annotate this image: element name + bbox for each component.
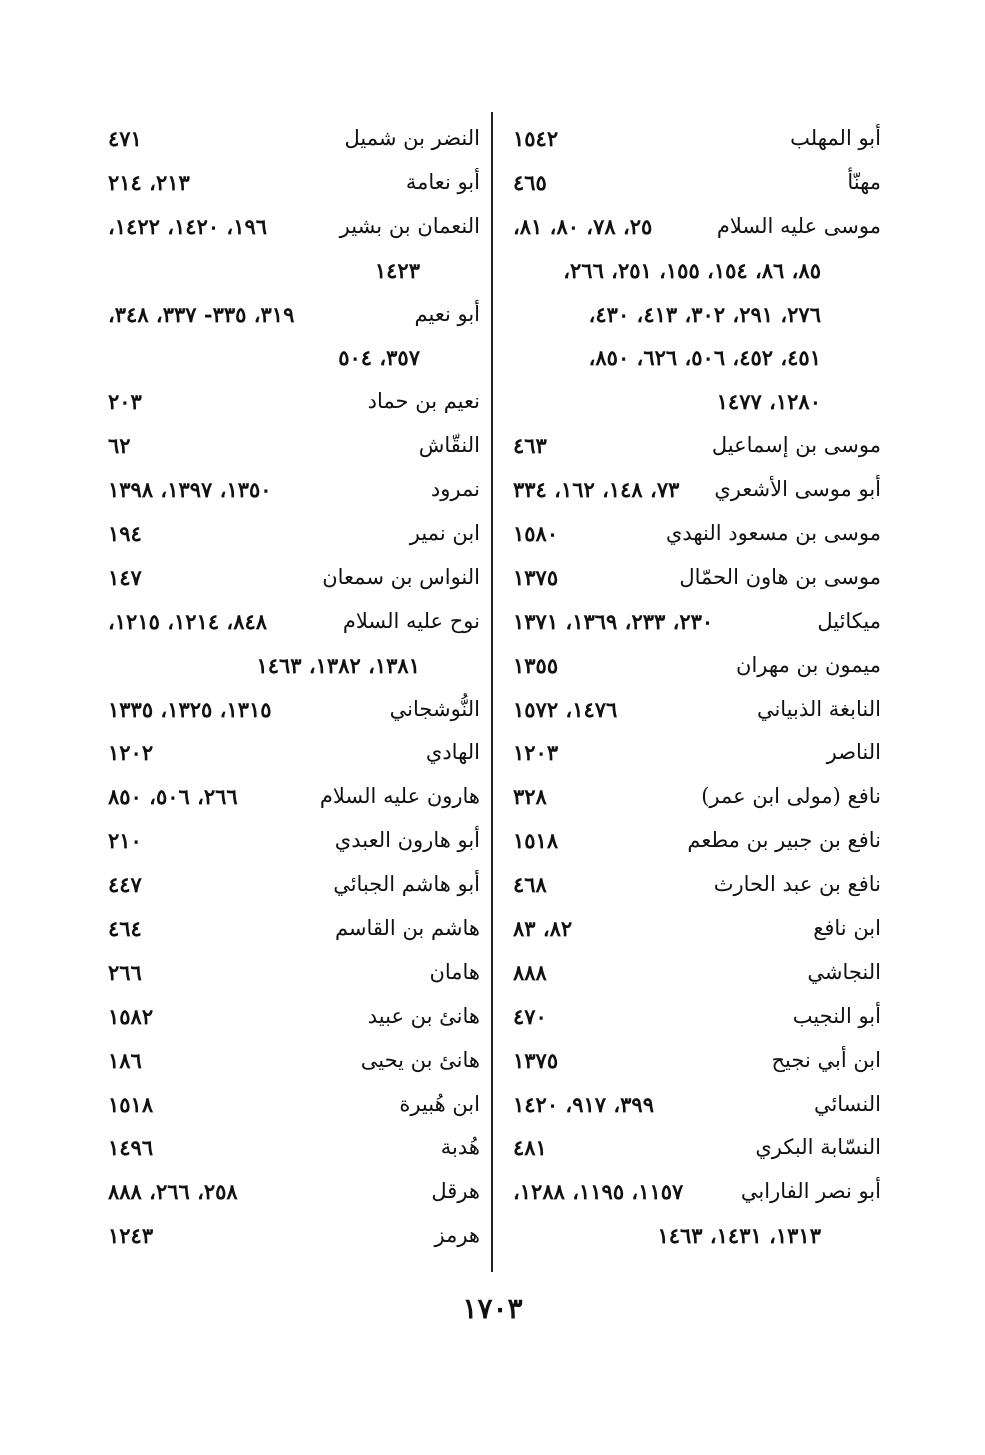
entry-pages: ٦٢ (108, 433, 131, 459)
index-entry (505, 600, 881, 644)
entry-name: النسائي (813, 1091, 881, 1116)
entry-name: نعيم بن حماد (367, 389, 480, 414)
entry-name: نافع بن عبد الحارث (713, 872, 881, 897)
entry-name: هانئ بن يحيى (360, 1047, 480, 1072)
index-entry (505, 293, 881, 337)
entry-pages: ٧٣، ١٤٨، ١٦٢، ٣٣٤ (513, 477, 680, 503)
entry-pages: ٢٥، ٧٨، ٨٠، ٨١، (513, 213, 653, 239)
entry-pages: ١٢٨٠، ١٤٧٧ (716, 389, 821, 415)
entry-name: أبو نعامة (405, 169, 480, 194)
index-entry (505, 688, 881, 732)
index-entry (505, 512, 881, 556)
entry-pages: ٣٢٨ (513, 784, 547, 810)
entry-name: أبو هارون العبدي (334, 828, 480, 853)
entry-name: النواس بن سمعان (322, 564, 480, 589)
index-entry (100, 293, 480, 337)
entry-name: أبو النجيب (792, 1003, 881, 1028)
entry-name: النجاشي (807, 959, 881, 984)
entry-pages: ٤٦٣ (513, 433, 547, 459)
entry-name: نافع (مولى ابن عمر) (701, 784, 881, 809)
entry-name: نمرود (430, 477, 480, 502)
index-entry (100, 249, 480, 293)
page-number: ١٧٠٣ (462, 1292, 523, 1325)
entry-pages: ١٢٠٣ (513, 740, 559, 766)
index-entry (100, 556, 480, 600)
index-entry (100, 907, 480, 951)
index-entry (100, 380, 480, 424)
entry-pages: ٨٨٨ (513, 959, 547, 985)
entry-name: أبو المهلب (790, 126, 881, 150)
entry-pages: ١٥٨٠ (513, 521, 559, 547)
entry-name: النضر بن شميل (344, 126, 480, 150)
entry-pages: ٤٦٨ (513, 872, 547, 898)
entry-pages: ٢٧٦، ٢٩١، ٣٠٢، ٤١٣، ٤٣٠، (588, 301, 821, 327)
entry-pages: ٢٦٦ (108, 959, 142, 985)
index-entry (100, 644, 480, 688)
index-entry (505, 468, 881, 512)
index-entry (505, 1214, 881, 1258)
entry-pages: ١٥١٨ (513, 828, 559, 854)
entry-pages: ٤٦٥ (513, 169, 547, 195)
index-entry (505, 731, 881, 775)
entry-name: الهادي (425, 740, 480, 765)
entry-name: موسى بن مسعود النهدي (665, 521, 881, 546)
entry-name: ميكائيل (817, 608, 881, 633)
entry-name: أبو موسى الأشعري (714, 477, 881, 502)
entry-pages: ١٩٦، ١٤٢٠، ١٤٢٢، (108, 213, 268, 239)
entry-pages: ١٣٧٥ (513, 1047, 559, 1073)
entry-pages: ١٣٧٥ (513, 564, 559, 590)
index-entry (100, 775, 480, 819)
entry-pages: ١١٥٧، ١١٩٥، ١٢٨٨، (513, 1179, 684, 1205)
entry-pages: ١٤٩٦ (108, 1135, 154, 1161)
entry-name: ابن هُبيرة (399, 1091, 480, 1116)
index-entry (100, 731, 480, 775)
entry-pages: ١٣١٥، ١٣٢٥، ١٣٣٥ (108, 696, 272, 722)
entry-name: هرقل (431, 1179, 480, 1204)
entry-pages: ٤٧١ (108, 126, 142, 151)
entry-name: نوح عليه السلام (342, 608, 480, 633)
entry-pages: ١٤٢٣ (374, 257, 420, 283)
index-entry (100, 512, 480, 556)
index-entry (505, 951, 881, 995)
index-entry (505, 161, 881, 205)
entry-pages: ٣٩٩، ٩١٧، ١٤٢٠ (513, 1091, 654, 1117)
entry-pages: ٢١٣، ٢١٤ (108, 169, 190, 195)
index-entry (505, 424, 881, 468)
index-entry (100, 600, 480, 644)
index-entry (100, 951, 480, 995)
index-entry (505, 249, 881, 293)
entry-name: هارون عليه السلام (319, 784, 480, 809)
index-entry (100, 688, 480, 732)
entry-pages: ١٤٧٦، ١٥٧٢ (513, 696, 618, 722)
entry-name: أبو نعيم (414, 301, 480, 326)
index-column-left (100, 117, 480, 1258)
entry-pages: ١٢٤٣ (108, 1223, 154, 1249)
entry-pages: ١٣٥٠، ١٣٩٧، ١٣٩٨ (108, 477, 272, 503)
entry-pages: ١٣٥٥ (513, 652, 559, 678)
entry-pages: ١٣٨١، ١٣٨٢، ١٤٦٣ (256, 652, 420, 678)
entry-pages: ٣١٩، ٣٣٥- ٣٣٧، ٣٤٨، (108, 301, 295, 327)
index-entry (505, 1083, 881, 1127)
index-entry (505, 644, 881, 688)
entry-name: موسى عليه السلام (716, 213, 881, 238)
entry-pages: ٢١٠ (108, 828, 142, 854)
entry-pages: ٤٧٠ (513, 1003, 547, 1029)
entry-name: موسى بن إسماعيل (711, 433, 881, 458)
entry-pages: ٢٠٣ (108, 389, 142, 415)
entry-pages: ١٥٤٢ (513, 126, 559, 151)
entry-name: أبو هاشم الجبائي (333, 872, 480, 897)
entry-name: مهنّأ (847, 169, 881, 194)
entry-name: ابن أبي نجيح (771, 1047, 881, 1072)
entry-pages: ١٥٨٢ (108, 1003, 154, 1029)
index-entry (505, 1170, 881, 1214)
index-entry (505, 380, 881, 424)
entry-pages: ٣٥٧، ٥٠٤ (338, 345, 420, 371)
entry-pages: ١٢٠٢ (108, 740, 154, 766)
index-entry (100, 336, 480, 380)
entry-pages: ٢٣٠، ٢٣٣، ١٣٦٩، ١٣٧١ (513, 608, 714, 634)
entry-pages: ١٨٦ (108, 1047, 142, 1073)
entry-name: النابغة الذبياني (756, 696, 881, 721)
entry-pages: ٤٦٤ (108, 916, 142, 942)
index-entry (505, 205, 881, 249)
index-entry (100, 995, 480, 1039)
index-entry (100, 1170, 480, 1214)
entry-pages: ٢٦٦، ٥٠٦، ٨٥٠ (108, 784, 238, 810)
column-divider (491, 112, 493, 1272)
entry-name: أبو نصر الفارابي (740, 1179, 881, 1204)
entry-pages: ٤٨١ (513, 1135, 547, 1161)
entry-name: النعمان بن بشير (339, 213, 480, 238)
index-entry (100, 1039, 480, 1083)
entry-name: هامان (429, 959, 480, 984)
entry-pages: ٨٥، ٨٦، ١٥٤، ١٥٥، ٢٥١، ٢٦٦، (563, 257, 821, 283)
index-entry (100, 424, 480, 468)
entry-pages: ٨٢، ٨٣ (513, 916, 573, 942)
entry-name: النقّاش (418, 433, 480, 458)
entry-pages: ١٥١٨ (108, 1091, 154, 1117)
entry-pages: ١٣١٣، ١٤٣١، ١٤٦٣ (657, 1223, 821, 1249)
entry-name: النُّوشجاني (389, 696, 480, 721)
index-entry (100, 1126, 480, 1170)
entry-name: موسى بن هاون الحمّال (679, 564, 881, 589)
index-entry (505, 907, 881, 951)
entry-name: النسّابة البكري (755, 1135, 881, 1160)
entry-pages: ٤٥١، ٤٥٢، ٥٠٦، ٦٢٦، ٨٥٠، (588, 345, 821, 371)
entry-name: الناصر (826, 740, 881, 765)
index-entry (100, 863, 480, 907)
entry-pages: ١٩٤ (108, 521, 142, 547)
index-entry (505, 863, 881, 907)
index-entry (100, 117, 480, 161)
entry-pages: ٨٤٨، ١٢١٤، ١٢١٥، (108, 608, 268, 634)
entry-name: ميمون بن مهران (736, 652, 881, 677)
index-entry (505, 556, 881, 600)
index-entry (505, 1039, 881, 1083)
index-column-right (505, 117, 881, 1258)
index-entry (505, 117, 881, 161)
entry-name: هانئ بن عبيد (367, 1003, 480, 1028)
index-entry (100, 819, 480, 863)
entry-name: هرمز (434, 1223, 480, 1248)
index-entry (505, 775, 881, 819)
entry-name: ابن نمير (409, 521, 480, 546)
index-entry (505, 1126, 881, 1170)
index-entry (100, 205, 480, 249)
entry-pages: ٤٤٧ (108, 872, 142, 898)
index-entry (505, 995, 881, 1039)
index-entry (505, 336, 881, 380)
index-entry (100, 1214, 480, 1258)
index-entry (505, 819, 881, 863)
entry-pages: ١٤٧ (108, 564, 142, 590)
entry-pages: ٢٥٨، ٢٦٦، ٨٨٨ (108, 1179, 238, 1205)
entry-name: هُدبة (440, 1135, 480, 1160)
entry-name: نافع بن جبير بن مطعم (687, 828, 881, 853)
index-entry (100, 161, 480, 205)
entry-name: هاشم بن القاسم (334, 916, 480, 941)
index-entry (100, 468, 480, 512)
entry-name: ابن نافع (813, 916, 881, 941)
index-entry (100, 1083, 480, 1127)
